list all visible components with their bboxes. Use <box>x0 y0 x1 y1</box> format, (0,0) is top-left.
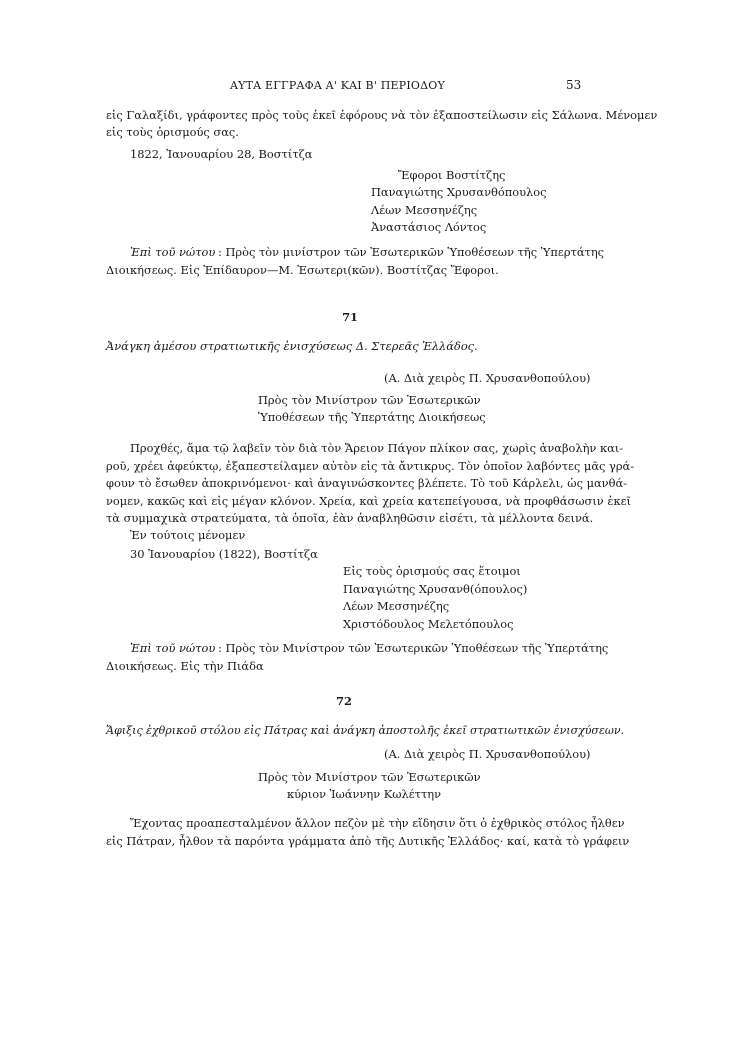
doc71-attribution: (Α. Διὰ χειρὸς Π. Χρυσανθοπούλου) <box>384 371 591 385</box>
doc71-body-line-1: Προχθές, ἅμα τῷ λαβεῖν τὸν διὰ τὸν Ἄρειον Πάγον πλίκον σας, χωρὶς ἀναβολὴν και- <box>130 441 624 455</box>
doc71-body-line-3: φουν τὸ ἔσωθεν ἀποκρινόμενοι· καὶ ἀναγινώσκοντες βλέπετε. Τὸ τοῦ Κάρλελι, ὡς μανθά- <box>106 476 627 490</box>
doc72-body-line-2: εἰς Πάτραν, ἦλθον τὰ παρόντα γράμματα ἀπὸ τῆς Δυτικῆς Ἑλλάδος· καί, κατὰ τὸ γράφειν <box>106 834 630 848</box>
doc71-number: 71 <box>342 310 358 324</box>
doc70-signature-3: Λέων Μεσσηνέζης <box>371 203 478 217</box>
doc72-number: 72 <box>336 694 352 708</box>
doc71-signature-4: Χριστόδουλος Μελετόπουλος <box>343 617 514 631</box>
doc72-addressee-1: Πρὸς τὸν Μινίστρον τῶν Ἐσωτερικῶν <box>258 770 481 784</box>
page-number: 53 <box>566 78 582 92</box>
doc71-body-line-4: νομεν, κακῶς καὶ εἰς μέγαν κλόνον. Χρεία, καὶ χρεία κατεπείγουσα, νὰ προφθάσωσιν ἐκεῖ <box>106 494 631 508</box>
doc71-signature-3: Λέων Μεσσηνέζης <box>343 599 450 613</box>
doc71-body-line-5: τὰ συμμαχικὰ στρατεύματα, τὰ ὁποῖα, ἐὰν ἀναβληθῶσιν εἰσέτι, τὰ μέλλοντα δεινά. <box>106 511 594 525</box>
doc71-closing: Ἐν τούτοις μένομεν <box>130 528 246 542</box>
doc71-body-line-2: ροῦ, χρέει ἀφεύκτῳ, ἐξαπεστείλαμεν αὐτὸν εἰς τὰ ἄντικρυς. Τὸν ὁποῖον λαβόντες μᾶς γρά- <box>106 459 635 473</box>
doc70-signature-2: Παναγιώτης Χρυσανθόπουλος <box>371 185 547 199</box>
doc70-signature-1: Ἔφοροι Βοστίτζης <box>398 168 506 182</box>
doc70-line-1: εἰς Γαλαξίδι, γράφοντες πρὸς τοὺς ἐκεῖ ἐφόρους νὰ τὸν ἐξαποστείλωσιν εἰς Σάλωνα. Μένομεν <box>106 108 658 122</box>
doc72-addressee-2: κύριον Ἰωάννην Κωλέττην <box>287 787 442 801</box>
doc70-verso-line-2: Διοικήσεως. Εἰς Ἐπίδαυρον—Μ. Ἐσωτερι(κῶν). Βοστίτζας Ἔφοροι. <box>106 263 499 277</box>
doc70-signature-4: Ἀναστάσιος Λόντος <box>371 220 487 234</box>
doc72-body-line-1: Ἔχοντας προαπεσταλμένον ἄλλον πεζὸν μὲ τὴν εἴδησιν ὅτι ὁ ἐχθρικὸς στόλος ἦλθεν <box>130 816 625 830</box>
doc71-verso-line-2: Διοικήσεως. Εἰς τὴν Πιάδα <box>106 659 264 673</box>
doc71-date: 30 Ἰανουαρίου (1822), Βοστίτζα <box>130 547 318 561</box>
running-title: ΑΥΤΑ ΕΓΓΡΑΦΑ Α' ΚΑΙ Β' ΠΕΡΙΟΔΟΥ <box>230 79 445 92</box>
doc71-addressee-2: Ὑποθέσεων τῆς Ὑπερτάτης Διοικήσεως <box>258 410 486 424</box>
doc71-signature-2: Παναγιώτης Χρυσανθ(όπουλος) <box>343 582 528 596</box>
doc70-verso-line-1: : Πρὸς τὸν μινίστρον τῶν Ἐσωτερικῶν Ὑποθέσεων τῆς Ὑπερτάτης <box>218 245 605 259</box>
doc71-signature-1: Εἰς τοὺς ὁρισμούς σας ἕτοιμοι <box>343 564 521 578</box>
doc71-addressee-1: Πρὸς τὸν Μινίστρον τῶν Ἐσωτερικῶν <box>258 393 481 407</box>
doc71-title: Ἀνάγκη ἀμέσου στρατιωτικῆς ἐνισχύσεως Δ. Στερεᾶς Ἑλλάδος. <box>106 339 478 353</box>
doc70-date: 1822, Ἰανουαρίου 28, Βοστίτζα <box>130 147 313 161</box>
doc72-attribution: (Α. Διὰ χειρὸς Π. Χρυσανθοπούλου) <box>384 747 591 761</box>
doc71-verso-line-1: : Πρὸς τὸν Μινίστρον τῶν Ἐσωτερικῶν Ὑποθέσεων τῆς Ὑπερτάτης <box>218 641 609 655</box>
doc71-verso-label: Ἐπὶ τοῦ νώτου <box>130 641 216 655</box>
doc72-title: Ἄφιξις ἐχθρικοῦ στόλου εἰς Πάτρας καὶ ἀνάγκη ἀποστολῆς ἐκεῖ στρατιωτικῶν ἐνισχύσεων. <box>106 724 624 737</box>
doc70-verso-label: Ἐπὶ τοῦ νώτου <box>130 245 216 259</box>
doc70-line-2: εἰς τοὺς ὁρισμούς σας. <box>106 125 239 139</box>
